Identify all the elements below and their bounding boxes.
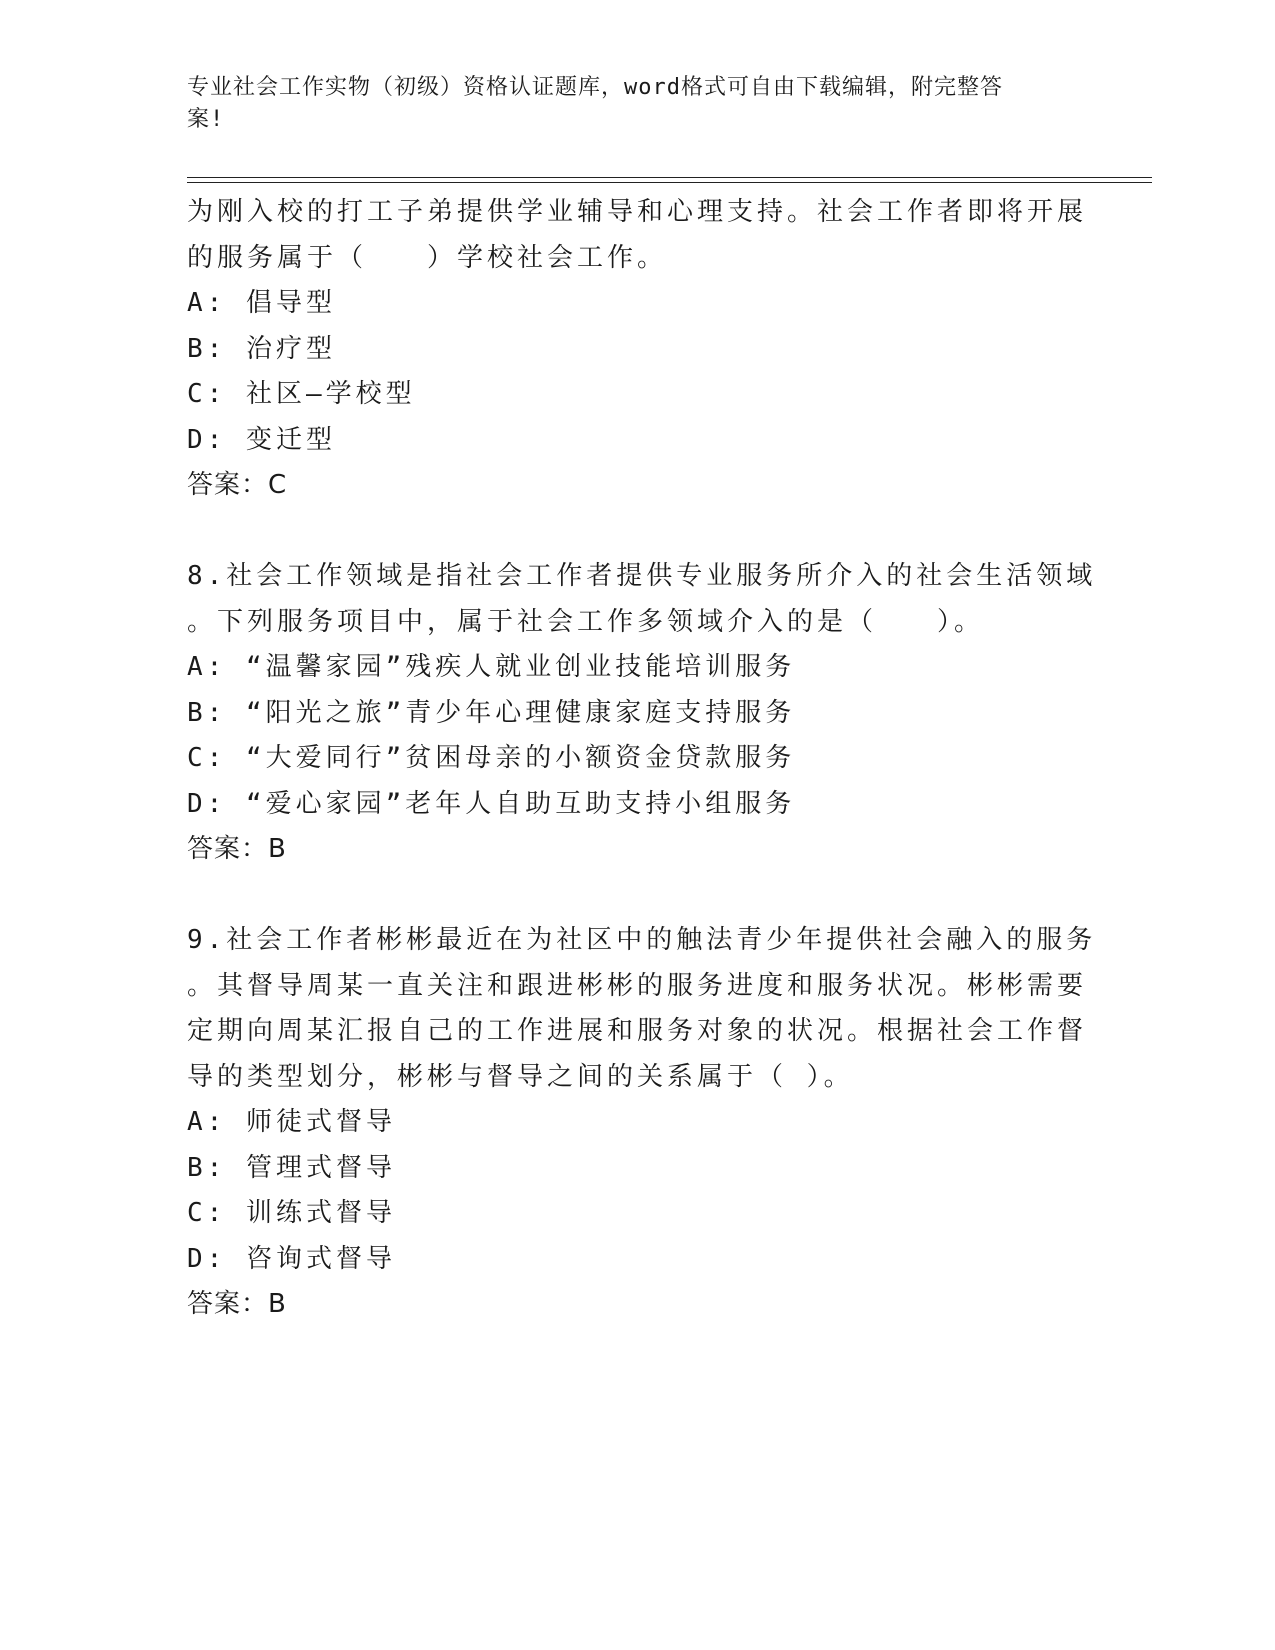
question-8 (187, 554, 1097, 873)
option-a: A: 师徒式督导 (187, 1107, 396, 1137)
option-d: D: “爱心家园”老年人自助互助支持小组服务 (187, 788, 796, 819)
spacer (187, 873, 1087, 919)
option-b: B: 管理式督导 (187, 1152, 396, 1183)
question-stem-line: 定期向周某汇报自己的工作进展和服务对象的状况。根据社会工作督 (187, 1016, 1088, 1046)
option-b: B: “阳光之旅”青少年心理健康家庭支持服务 (187, 697, 796, 728)
question-stem-line: 9.社会工作者彬彬最近在为社区中的触法青少年提供社会融入的服务 (187, 925, 1097, 955)
answer-label: 答案：B (187, 834, 287, 864)
question-stem-line: 。下列服务项目中，属于社会工作多领域介入的是（ ）。 (187, 606, 985, 637)
spacer (187, 509, 1087, 555)
option-c: C: “大爱同行”贫困母亲的小额资金贷款服务 (187, 743, 796, 773)
question-stem-line: 为刚入校的打工子弟提供学业辅导和心理支持。社会工作者即将开展 (187, 197, 1088, 227)
option-c: C: 训练式督导 (187, 1198, 396, 1228)
header-line-1: 专业社会工作实物（初级）资格认证题库，word格式可自由下载编辑，附完整答 (187, 75, 1003, 100)
header-divider-top (187, 177, 1152, 178)
option-d: D: 咨询式督导 (187, 1243, 396, 1274)
question-stem-line: 的服务属于（ ）学校社会工作。 (187, 242, 668, 273)
option-a: A: 倡导型 (187, 288, 336, 318)
document-header (187, 72, 1067, 136)
header-line-2: 案! (187, 107, 225, 132)
question-stem-line: 。其督导周某一直关注和跟进彬彬的服务进度和服务状况。彬彬需要 (187, 970, 1088, 1001)
question-stem-line: 导的类型划分，彬彬与督导之间的关系属于（ ）。 (187, 1061, 854, 1092)
question-9 (187, 918, 1097, 1328)
option-a: A: “温馨家园”残疾人就业创业技能培训服务 (187, 652, 796, 682)
answer-label: 答案：B (187, 1289, 287, 1319)
option-d: D: 变迁型 (187, 424, 336, 455)
option-c: C: 社区—学校型 (187, 379, 416, 409)
question-7 (187, 190, 1087, 509)
question-content (187, 190, 1097, 1328)
question-stem-line: 8.社会工作领域是指社会工作者提供专业服务所介入的社会生活领域 (187, 561, 1097, 591)
answer-label: 答案：C (187, 470, 288, 500)
header-divider-bottom (187, 182, 1152, 183)
option-b: B: 治疗型 (187, 333, 336, 364)
